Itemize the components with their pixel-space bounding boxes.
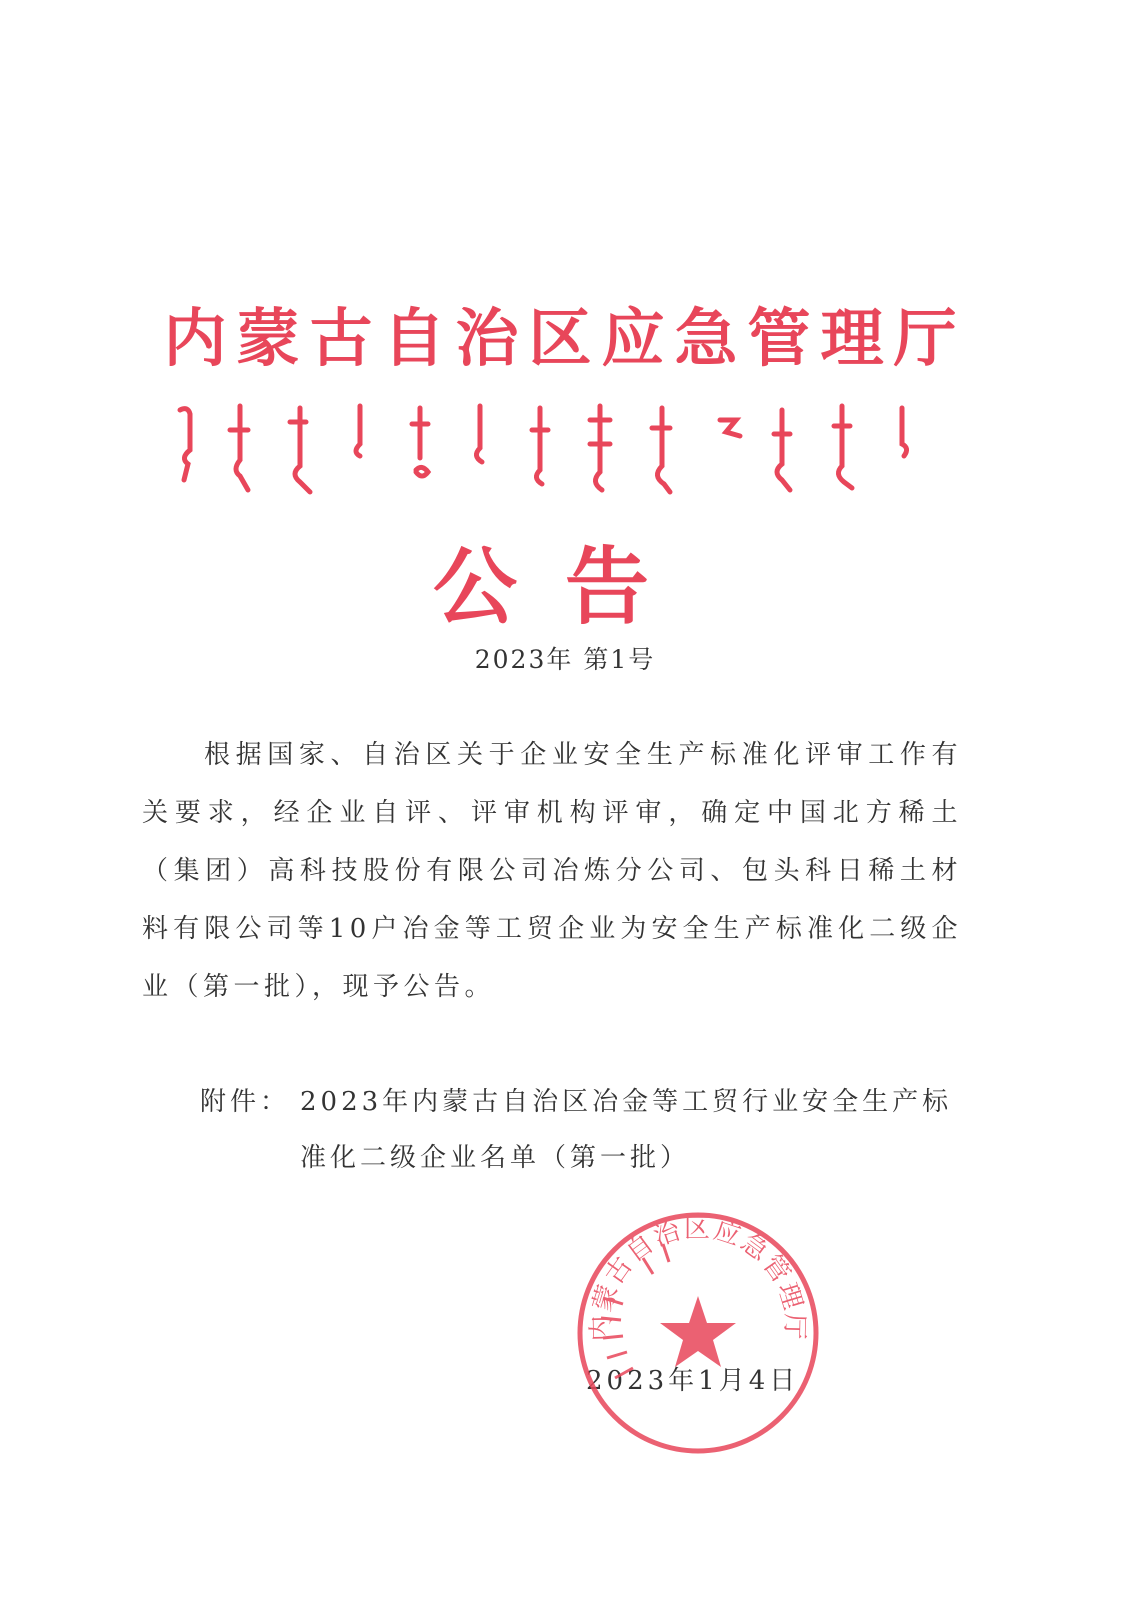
document-type-heading: 公告 [432, 538, 697, 636]
agency-title: 内蒙古自治区应急管理厅 [163, 302, 967, 375]
attachment-block [200, 1074, 970, 1186]
announcement-paragraph: 根据国家、自治区关于企业安全生产标准化评审工作有关要求，经企业自评、评审机构评审，确定中国北方稀土（集团）高科技股份有限公司冶炼分公司、包头科日稀土材料有限公司等10户冶金等工贸企业为安全生产标准化二级企业（第一批），现予公告。 [142, 740, 962, 1002]
attachment-title[interactable]: 2023年内蒙古自治区冶金等工贸行业安全生产标准化二级企业名单（第一批） [300, 1087, 953, 1173]
seal-text: 内蒙古自治区应急管理厅 [586, 1214, 810, 1342]
document-number: 2023年 第1号 [474, 645, 656, 674]
official-seal-stamp [573, 1208, 823, 1458]
issue-date: 2023年1月4日 [586, 1366, 800, 1396]
mongolian-script-title [170, 400, 960, 500]
attachment-label: 附件： [200, 1087, 291, 1117]
